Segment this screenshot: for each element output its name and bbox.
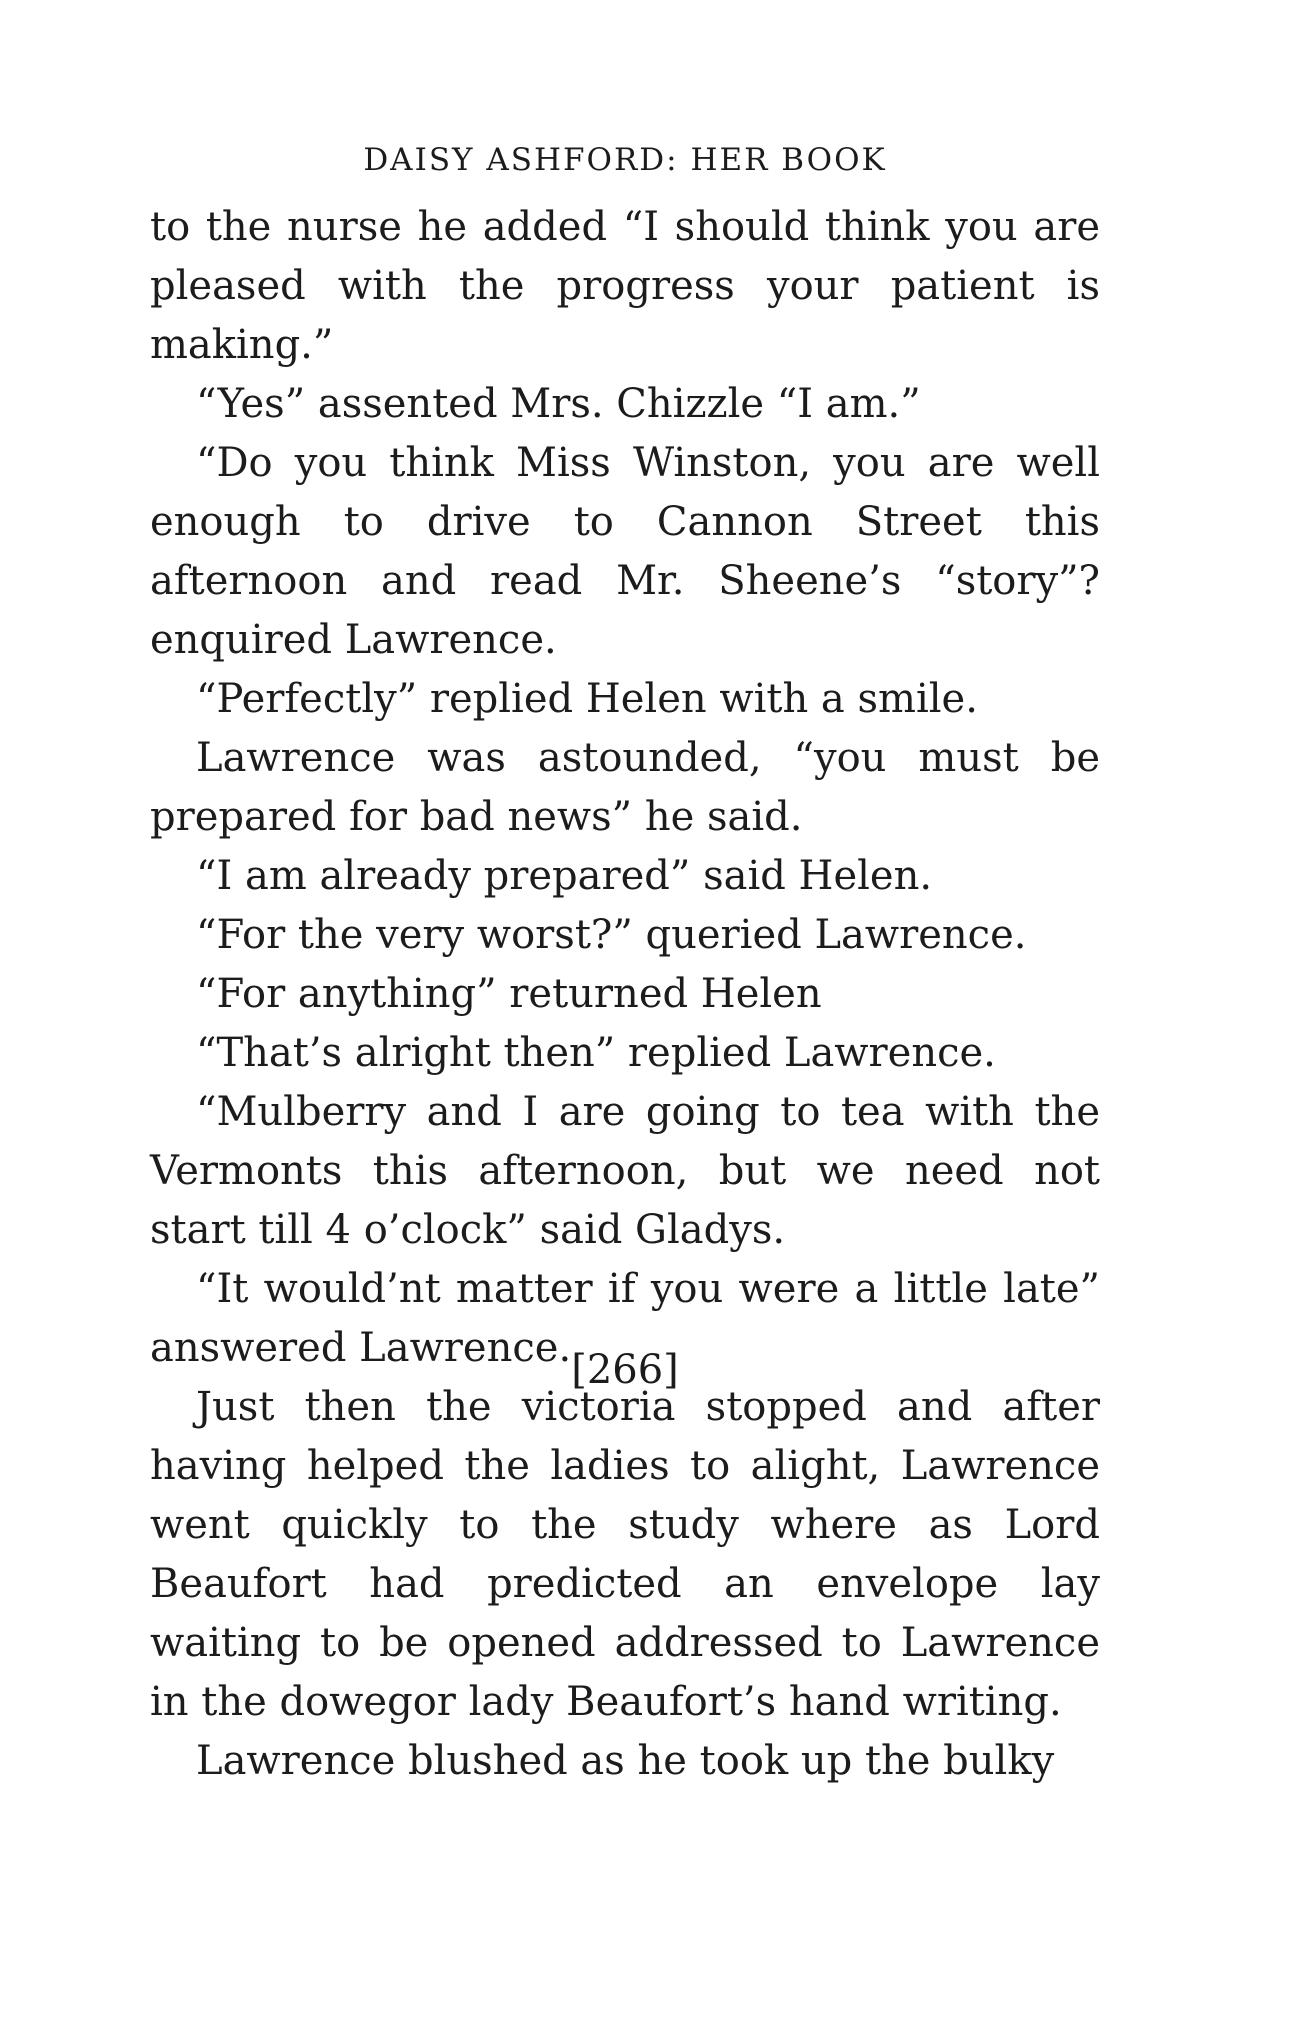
paragraph: “For anything” returned Helen [196, 971, 822, 1017]
body-text [150, 198, 1100, 1791]
paragraph: “Mulberry and I are going to tea with the Vermonts this afternoon, but we need not start till 4 o’clock” said Gladys. [150, 1089, 1100, 1253]
page-number: [266] [571, 1347, 679, 1393]
paragraph: “For the very worst?” queried Lawrence. [196, 912, 1027, 958]
paragraph: “Yes” assented Mrs. Chizzle “I am.” [196, 381, 921, 427]
paragraph: “I am already prepared” said Helen. [196, 853, 933, 899]
running-head: DAISY ASHFORD: HER BOOK [363, 142, 887, 178]
paragraph: Lawrence blushed as he took up the bulky [196, 1738, 1055, 1784]
paragraph: “That’s alright then” replied Lawrence. [196, 1030, 996, 1076]
paragraph: to the nurse he added “I should think you are pleased with the progress your patient is making.” [150, 204, 1100, 368]
paragraph: “Perfectly” replied Helen with a smile. [196, 676, 978, 722]
paragraph: Just then the victoria stopped and after having helped the ladies to alight, Lawrence went quickly to the study where as Lord Beaufort had predicted an envelope lay waiting to be opened addressed to Lawrence in the dowegor lady Beaufort’s hand writing. [150, 1384, 1100, 1725]
paragraph: “It would’nt matter if you were a little late” answered Lawrence. [150, 1266, 1100, 1371]
paragraph: Lawrence was astounded, “you must be prepared for bad news” he said. [150, 735, 1100, 840]
paragraph: “Do you think Miss Winston, you are well enough to drive to Cannon Street this afternoon and read Mr. Sheene’s “story”? enquired Lawrence. [150, 440, 1100, 663]
